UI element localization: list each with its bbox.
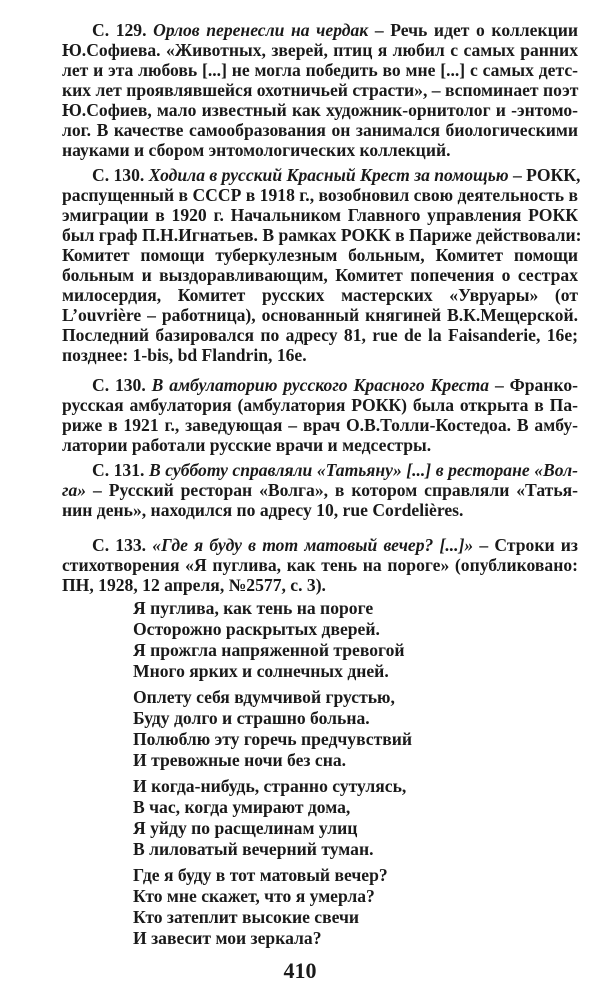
- text-line: [62, 325, 578, 345]
- poem-line: Кто затеплит высокие свечи: [133, 907, 360, 927]
- text-line: [62, 165, 581, 185]
- text-segment: С. 131.: [92, 460, 149, 480]
- text-segment: – Франко-: [489, 375, 578, 395]
- text-segment: распущенный в СССР в 1918 г., возобновил свою деятельность в: [62, 185, 578, 205]
- text-segment: С. 130.: [92, 165, 149, 185]
- note-paragraph: [62, 460, 578, 520]
- text-segment: милосердия, Комитет русских мастерских «Увруары» (от: [62, 285, 578, 305]
- text-segment: – Строки из: [473, 535, 578, 555]
- text-line: [62, 265, 578, 285]
- text-segment: был граф П.Н.Игнатьев. В рамках РОКК в Париже действовали:: [62, 225, 582, 245]
- text-segment: Последний базировался по адресу 81, rue de la Faisanderie, 16e;: [62, 325, 578, 345]
- text-line: [62, 140, 578, 160]
- poem-line: Полюблю эту горечь предчувствий: [133, 729, 413, 749]
- italic-quote: Ходила в русский Красный Крест за помощью: [148, 165, 509, 185]
- text-line: [62, 395, 578, 415]
- text-line: [62, 205, 578, 225]
- poem-stanza: [133, 776, 412, 860]
- text-segment: – Речь идет о коллекции: [368, 20, 578, 40]
- text-line: [62, 120, 578, 140]
- text-line: [62, 555, 578, 575]
- text-line: [62, 500, 578, 520]
- text-line: [62, 185, 578, 205]
- note-paragraph: [62, 165, 582, 365]
- text-segment: латории работали русские врачи и медсестры.: [62, 435, 432, 455]
- poem-line: Где я буду в тот матовый вечер?: [133, 865, 388, 885]
- poem-line: И когда-нибудь, странно сутулясь,: [133, 776, 407, 796]
- text-line: [62, 285, 578, 305]
- text-line: [62, 20, 578, 40]
- italic-quote: В субботу справляли «Татьяну» [...] в ресторане «Вол-: [148, 460, 578, 480]
- text-line: [62, 225, 582, 245]
- poem-line: В час, когда умирают дома,: [133, 797, 351, 817]
- poem-line: И завесит мои зеркала?: [133, 928, 322, 948]
- text-segment: Комитет помощи туберкулезным больным, Комитет помощи: [62, 245, 578, 265]
- text-line: [62, 415, 578, 435]
- text-segment: лет и эта любовь [...] не могла победить во мне [...] с самых детс-: [62, 60, 578, 80]
- text-line: [62, 80, 578, 100]
- text-segment: науками и сбором энтомологических коллекций.: [62, 140, 451, 160]
- text-line: [62, 100, 578, 120]
- poem-line: Осторожно раскрытых дверей.: [133, 619, 380, 639]
- text-segment: С. 130.: [92, 375, 152, 395]
- text-segment: – Русский ресторан «Волга», в котором справляли «Татья-: [86, 480, 578, 500]
- text-segment: больным и выздоравливающим, Комитет попечения о сестрах: [62, 265, 578, 285]
- poem-stanza: [133, 865, 412, 949]
- text-segment: риже в 1921 г., заведующая – врач О.В.Толли-Костедоа. В амбу-: [62, 415, 578, 435]
- poem-line: Оплету себя вдумчивой грустью,: [133, 687, 395, 707]
- text-line: [62, 40, 578, 60]
- text-line: [62, 305, 578, 325]
- poem-line: Я пуглива, как тень на пороге: [133, 598, 374, 618]
- italic-quote: га»: [62, 480, 87, 500]
- poem-line: Я уйду по расщелинам улиц: [133, 818, 358, 838]
- note-paragraph: [62, 375, 578, 455]
- text-segment: L’ouvrière – работница), основанный княгиней В.К.Мещерской.: [62, 305, 578, 325]
- text-segment: Ю.Софиев, мало известный как художник-орнитолог и -энтомо-: [62, 100, 578, 120]
- text-line: [62, 480, 578, 500]
- poem-line: Я прожгла напряженной тревогой: [133, 640, 405, 660]
- poem-line: Кто мне скажет, что я умерла?: [133, 886, 375, 906]
- note-paragraph: [62, 20, 578, 160]
- poem-line: И тревожные ночи без сна.: [133, 750, 347, 770]
- poem-stanza: [133, 598, 412, 682]
- poem-line: Буду долго и страшно больна.: [133, 708, 370, 728]
- text-line: [62, 435, 578, 455]
- text-segment: С. 133.: [92, 535, 153, 555]
- text-line: [62, 460, 578, 480]
- text-segment: позднее: 1-bis, bd Flandrin, 16e.: [62, 345, 307, 365]
- text-line: [62, 60, 578, 80]
- text-segment: стихотворения «Я пуглива, как тень на пороге» (опубликовано:: [62, 555, 578, 575]
- text-segment: ПН, 1928, 12 апреля, №2577, с. 3).: [62, 575, 326, 595]
- text-line: [62, 245, 578, 265]
- text-line: [62, 375, 578, 395]
- poem-quote: [133, 598, 412, 954]
- poem-stanza: [133, 687, 412, 771]
- note-paragraph: [62, 535, 578, 595]
- text-segment: нин день», находился по адресу 10, rue Cordelières.: [62, 500, 464, 520]
- text-line: [62, 575, 578, 595]
- italic-quote: Орлов перенесли на чердак: [153, 20, 369, 40]
- poem-line: В лиловатый вечерний туман.: [133, 839, 374, 859]
- text-segment: – РОКК,: [508, 165, 581, 185]
- italic-quote: «Где я буду в тот матовый вечер? [...]»: [152, 535, 474, 555]
- text-segment: ких лет проявлявшейся охотничьей страсти», – вспоминает поэт: [62, 80, 579, 100]
- text-line: [62, 345, 578, 365]
- page-number: 410: [283, 958, 317, 983]
- text-segment: русская амбулатория (амбулатория РОКК) была открыта в Па-: [62, 395, 578, 415]
- poem-line: Много ярких и солнечных дней.: [133, 661, 389, 681]
- text-line: [62, 535, 578, 555]
- text-segment: лог. В качестве самообразования он занимался биологическими: [62, 120, 578, 140]
- text-segment: Ю.Софиева. «Животных, зверей, птиц я любил с самых ранних: [62, 40, 578, 60]
- text-segment: С. 129.: [92, 20, 154, 40]
- text-segment: эмиграции в 1920 г. Начальником Главного управления РОКК: [62, 205, 578, 225]
- italic-quote: В амбулаторию русского Красного Креста: [151, 375, 490, 395]
